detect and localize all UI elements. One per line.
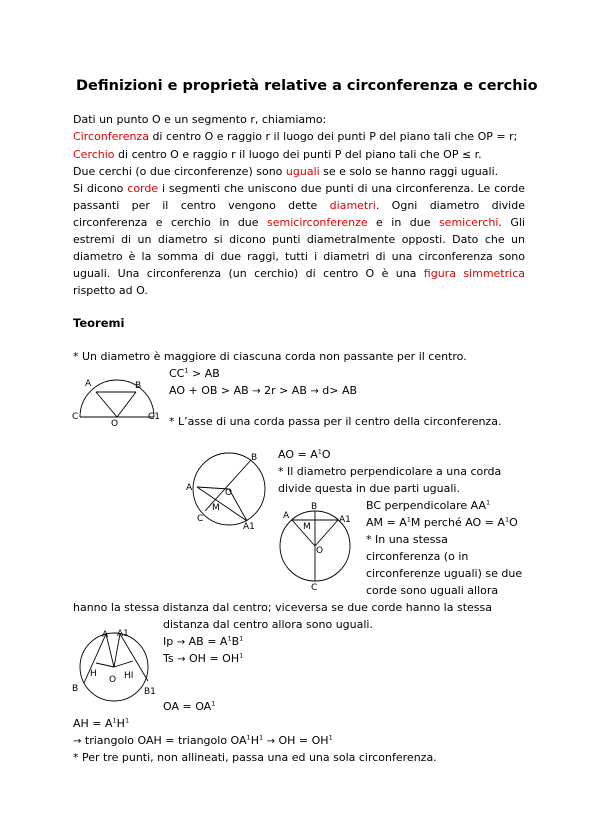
term-figura-simmetrica: figura simmetrica xyxy=(423,267,525,280)
point-label: A xyxy=(102,630,109,640)
theorem-3: divide questa in due parti uguali. xyxy=(278,482,460,495)
point-label: C xyxy=(311,583,318,593)
text: circonferenza e cerchio in due xyxy=(73,216,267,229)
point-label: M xyxy=(212,503,220,513)
theorem-4-eq: OA = $OA^1$ xyxy=(163,699,216,713)
text: . Gli xyxy=(498,216,525,229)
point-label: B xyxy=(135,381,142,391)
text: uguali. Una circonferenza (un cerchio) di centro O è una xyxy=(73,267,424,280)
theorem-4: * In una stessa xyxy=(366,533,448,546)
point-label: A1 xyxy=(117,629,129,639)
point-label: A xyxy=(186,483,193,493)
figure-chord-axis xyxy=(185,445,275,535)
theorem-4-eq: AH = $A^1H^1$ xyxy=(73,716,130,730)
point-label: A1 xyxy=(243,522,255,532)
theorem-4: distanza dal centro allora sono uguali. xyxy=(163,618,373,631)
definition-uguali xyxy=(73,163,498,180)
definition-text: di centro O e raggio r il luogo dei punti P del piano tali che OP = r; xyxy=(148,130,518,143)
point-label: O xyxy=(109,675,117,685)
paragraph-line xyxy=(73,197,525,214)
paragraph-line: diametro è la somma di due raggi, tutti i diametri di una circonferenza sono xyxy=(73,250,525,263)
text: . Ogni diametro divide xyxy=(375,199,525,212)
definition-circonferenza xyxy=(73,128,517,145)
text: i segmenti che uniscono due punti di una circonferenza. Le corde xyxy=(158,182,525,195)
paragraph-line: estremi di un diametro si dicono punti diametralmente opposti. Dato che un xyxy=(73,233,525,246)
point-label: A1 xyxy=(339,515,351,525)
theorem-4-ts: Ts → OH = $OH^1$ xyxy=(163,651,244,665)
point-label: A xyxy=(85,379,92,389)
text: e in due xyxy=(367,216,439,229)
term-uguali: uguali xyxy=(285,165,320,178)
point-label: M xyxy=(303,522,311,532)
point-label: HI xyxy=(124,671,134,681)
theorem-4: corde sono uguali allora xyxy=(366,584,499,597)
theorem-2: * L’asse di una corda passa per il centro della circonferenza. xyxy=(169,415,502,428)
text: Si dicono xyxy=(73,182,128,195)
term-corde: corde xyxy=(127,182,159,195)
paragraph-line: rispetto ad O. xyxy=(73,284,148,297)
term-semicerchi: semicerchi xyxy=(438,216,499,229)
paragraph-line xyxy=(73,180,525,197)
definition-text: Due cerchi (o due circonferenze) sono xyxy=(73,165,286,178)
theorem-4: circonferenza (o in xyxy=(366,550,469,563)
point-label: B xyxy=(72,684,79,694)
definition-cerchio xyxy=(73,146,482,163)
point-label: B xyxy=(311,502,318,512)
figure-perpendicular-diameter xyxy=(278,500,358,595)
point-label: C1 xyxy=(148,412,161,422)
theorem-4: hanno la stessa distanza dal centro; viceversa se due corde hanno la stessa xyxy=(73,601,492,614)
term-diametri: diametri xyxy=(329,199,376,212)
point-label: B1 xyxy=(144,687,156,697)
point-label: O xyxy=(225,488,233,498)
section-heading-teoremi: Teoremi xyxy=(73,316,125,330)
theorem-3: * Il diametro perpendicolare a una corda xyxy=(278,465,502,478)
point-label: O xyxy=(111,419,119,429)
theorem-4-eq: → triangolo OAH = triangolo $OA^1H^1$ → OH = $OH^1$ xyxy=(73,733,333,747)
definition-text: se e solo se hanno raggi uguali. xyxy=(319,165,499,178)
theorem-4: circonferenze uguali) se due xyxy=(366,567,523,580)
theorem-1: * Un diametro è maggiore di ciascuna corda non passante per il centro. xyxy=(73,350,467,363)
point-label: C xyxy=(72,412,79,422)
theorem-1-eq: AO + OB > AB → 2r > AB → d> AB xyxy=(169,384,358,397)
term-circonferenza: Circonferenza xyxy=(73,130,149,143)
term-cerchio: Cerchio xyxy=(73,148,115,161)
theorem-4-ip: Ip → AB = $A^1B^1$ xyxy=(163,634,244,648)
theorem-1-eq: $CC^1$ > AB xyxy=(169,366,220,380)
point-label: C xyxy=(197,514,204,524)
paragraph-line xyxy=(73,265,525,282)
figure-diameter-chord xyxy=(68,375,168,435)
intro-line: Dati un punto O e un segmento r, chiamiamo: xyxy=(73,113,327,126)
theorem-3-eq: BC perpendicolare $AA^1$ xyxy=(366,498,491,512)
page-title: Definizioni e proprietà relative a circonferenza e cerchio xyxy=(76,78,538,94)
theorem-2-eq: AO = $A^1O$ xyxy=(278,447,331,461)
point-label: A xyxy=(283,511,290,521)
point-label: H xyxy=(90,669,97,679)
point-label: B xyxy=(251,453,258,463)
definition-text: di centro O e raggio r il luogo dei punti P del piano tali che OP ≤ r. xyxy=(114,148,482,161)
text: passanti per il centro vengono dette xyxy=(73,199,330,212)
term-semicirconferenze: semicirconferenze xyxy=(267,216,368,229)
point-label: O xyxy=(316,546,324,556)
theorem-5: * Per tre punti, non allineati, passa una ed una sola circonferenza. xyxy=(73,751,437,764)
figure-equal-chords xyxy=(68,625,163,705)
paragraph-line xyxy=(73,214,525,231)
theorem-3-eq: AM = $A^1M$ perché AO = $A^1O$ xyxy=(366,515,518,529)
